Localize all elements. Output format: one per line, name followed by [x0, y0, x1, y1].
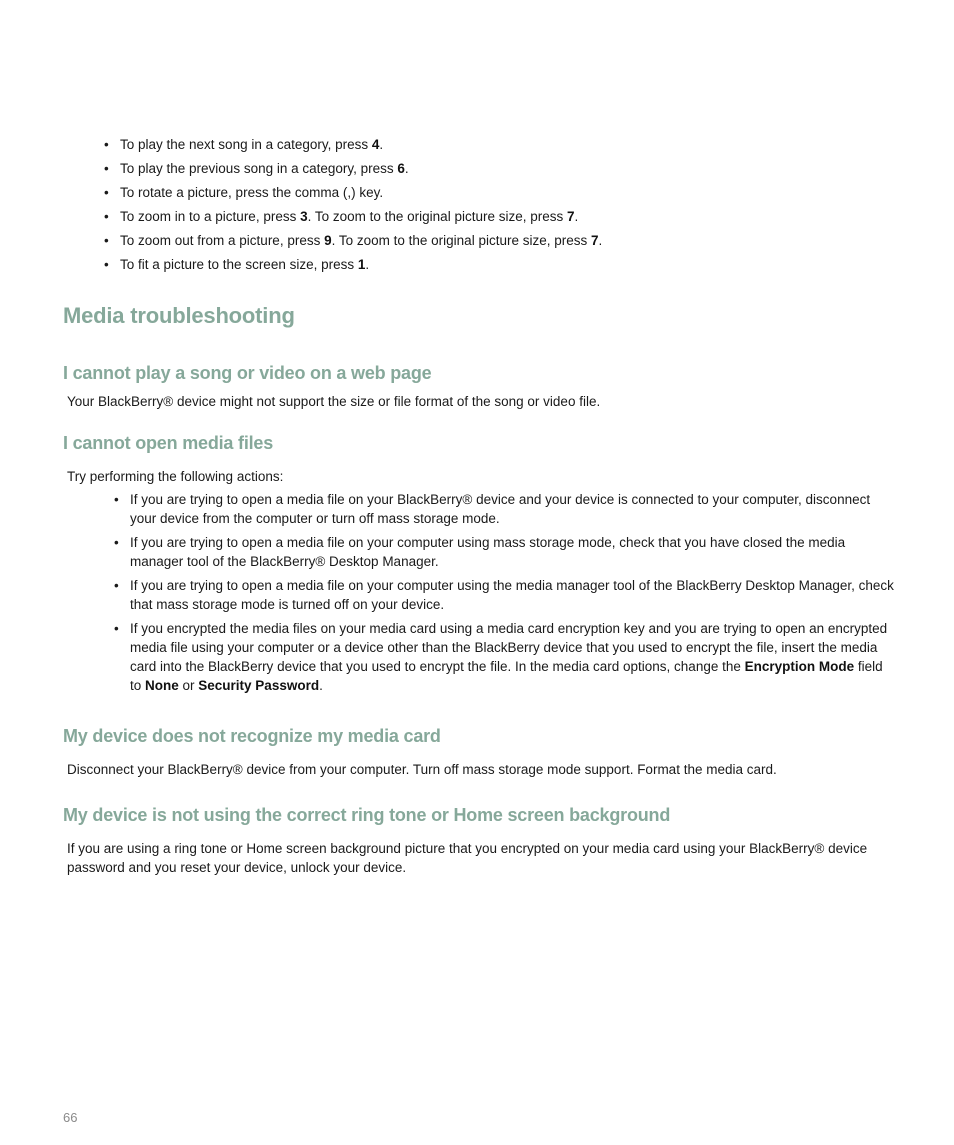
topic-intro-open-media: Try performing the following actions:	[67, 469, 284, 484]
topic-heading-open-media: I cannot open media files	[63, 433, 274, 453]
list-item: • To rotate a picture, press the comma (,) key.	[104, 184, 904, 202]
topic-heading-song-video: I cannot play a song or video on a web page	[63, 363, 432, 383]
list-item: • If you are trying to open a media file on your BlackBerry® device and your device is connected to your computer, disconnect your device from the computer or turn off mass storage mode.	[114, 490, 894, 528]
list-item: • To play the previous song in a category, press 6.	[104, 160, 904, 178]
shortcut-list	[104, 136, 904, 280]
list-item: • To zoom out from a picture, press 9. To zoom to the original picture size, press 7.	[104, 232, 904, 250]
topic-body-ring-tone: If you are using a ring tone or Home screen background picture that you encrypted on your media card using your BlackBerry® device password and you reset your device, unlock your device.	[67, 841, 868, 875]
list-item: • If you are trying to open a media file on your computer using mass storage mode, check that you have closed the media manager tool of the BlackBerry® Desktop Manager.	[114, 533, 894, 571]
list-item: • To fit a picture to the screen size, press 1.	[104, 256, 904, 274]
list-item: • To zoom in to a picture, press 3. To zoom to the original picture size, press 7.	[104, 208, 904, 226]
topic-heading-media-card: My device does not recognize my media card	[63, 726, 441, 746]
list-item: • If you are trying to open a media file on your computer using the media manager tool of the BlackBerry Desktop Manager, check that mass storage mode is turned off on your device.	[114, 576, 894, 614]
topic-body-song-video: Your BlackBerry® device might not support the size or file format of the song or video file.	[67, 394, 601, 409]
list-item: • To play the next song in a category, press 4.	[104, 136, 904, 154]
section-title: Media troubleshooting	[63, 303, 295, 328]
action-list	[114, 490, 894, 700]
list-item: • If you encrypted the media files on your media card using a media card encryption key and you are trying to open an encrypted media file using your computer or a device other than the BlackBerry device that you used to encrypt the file, insert the media card into the BlackBerry device that you used to encrypt the file. In the media card options, change the Encryption Mode field to None or Security Password.	[114, 619, 894, 695]
topic-body-media-card: Disconnect your BlackBerry® device from your computer. Turn off mass storage mode support. Format the media card.	[67, 762, 777, 777]
page-number: 66	[63, 1110, 78, 1125]
topic-heading-ring-tone: My device is not using the correct ring tone or Home screen background	[63, 805, 671, 825]
